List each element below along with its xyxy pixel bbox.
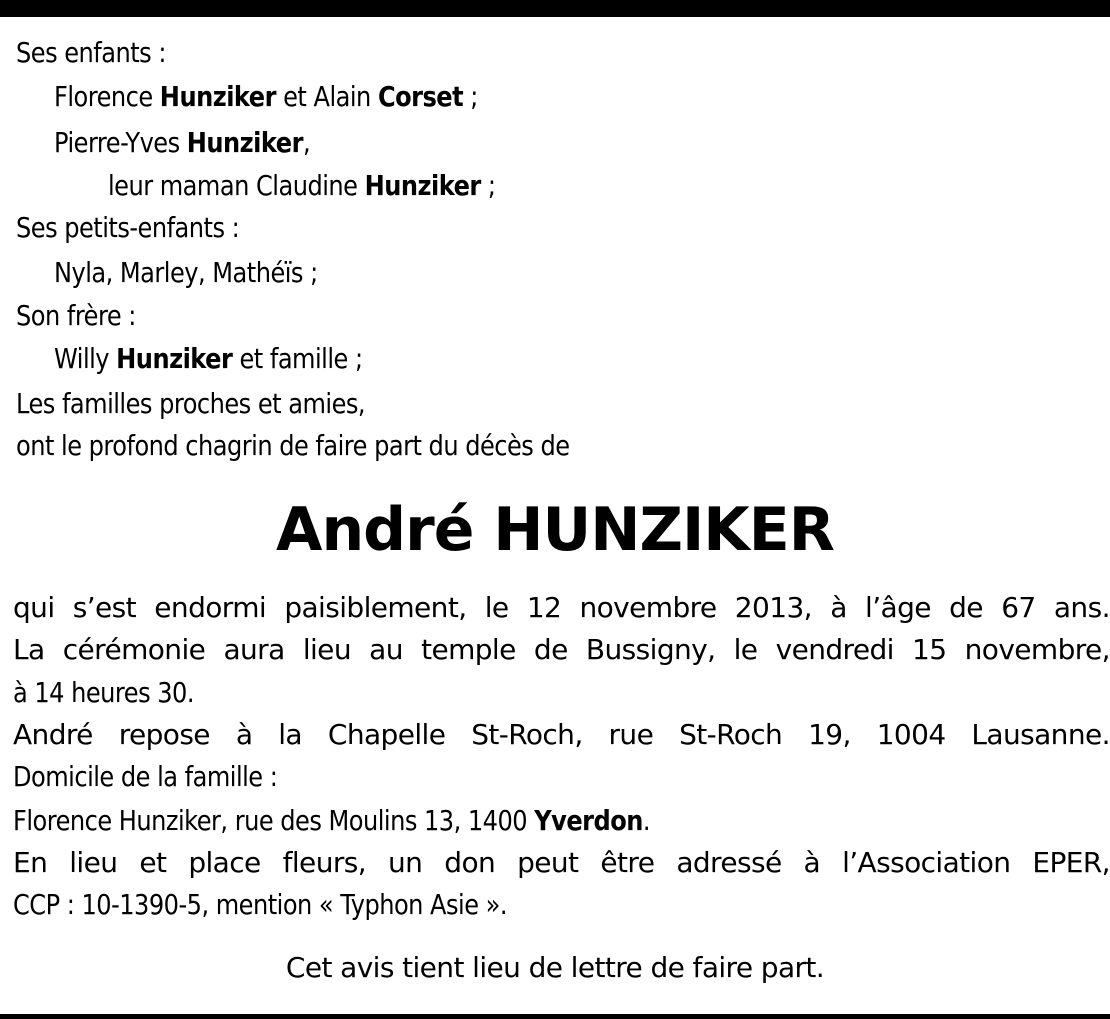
- brother-heading: [16, 298, 136, 334]
- text-run: Ses enfants :: [16, 36, 166, 69]
- word: à: [830, 591, 847, 624]
- word: et: [139, 846, 167, 879]
- word: qui: [13, 591, 55, 624]
- word: 2013,: [734, 591, 812, 624]
- text-run: Florence: [54, 80, 153, 113]
- word: de: [533, 633, 568, 666]
- word: être: [600, 846, 655, 879]
- word: la: [278, 718, 302, 751]
- word: La: [13, 633, 45, 666]
- text-run: ,: [302, 126, 311, 159]
- text-run: à 14 heures 30.: [13, 676, 194, 709]
- text-run: Ses petits-enfants :: [16, 211, 240, 244]
- announcement-line: [16, 428, 570, 464]
- text-run: CCP : 10-1390-5, mention « Typhon Asie ».: [13, 888, 508, 921]
- bottom-rule: [0, 1014, 1110, 1019]
- word: 67: [1001, 591, 1036, 624]
- word: don: [444, 846, 496, 879]
- word: l’Association: [842, 846, 1011, 879]
- word: Chapelle: [327, 718, 446, 751]
- word: de: [949, 591, 983, 624]
- text-run: ;: [463, 80, 478, 113]
- text-run: Willy: [54, 342, 110, 375]
- child-2-mother-line: [108, 168, 495, 204]
- close-families-line: [16, 386, 365, 422]
- ceremony-time-line: [13, 675, 194, 711]
- word: le: [484, 591, 509, 624]
- word: peut: [517, 846, 579, 879]
- top-rule: [0, 0, 1110, 17]
- bold-surname: Hunziker: [186, 126, 303, 159]
- child-2-line: [54, 125, 310, 161]
- text-run: Domicile de la famille :: [13, 760, 278, 793]
- word: à: [235, 718, 253, 751]
- word: ans.: [1053, 591, 1110, 624]
- word: EPER,: [1032, 846, 1110, 879]
- word: place: [188, 846, 261, 879]
- word: paisiblement,: [284, 591, 467, 624]
- ceremony-line: [13, 632, 1110, 668]
- word: temple: [421, 633, 516, 666]
- child-1-line: [54, 79, 478, 115]
- word: En: [13, 846, 48, 879]
- domicile-heading: [13, 759, 277, 795]
- word: André: [13, 718, 93, 751]
- bold-surname: Corset: [377, 80, 464, 113]
- word: un: [388, 846, 423, 879]
- word: St-Roch: [679, 718, 783, 751]
- closing-line: Cet avis tient lieu de lettre de faire part.: [285, 951, 825, 984]
- word: 19,: [808, 718, 851, 751]
- text-run: Son frère :: [16, 299, 136, 332]
- word: adressé: [676, 846, 782, 879]
- word: lieu: [69, 846, 118, 879]
- bold-surname: Yverdon: [534, 804, 643, 837]
- ccp-line: [13, 887, 507, 923]
- text-run: ;: [480, 169, 496, 202]
- text-run: Les familles proches et amies,: [16, 387, 366, 420]
- word: 15: [912, 633, 947, 666]
- children-heading: [16, 35, 166, 71]
- word: l’âge: [865, 591, 931, 624]
- brother-line: [54, 341, 363, 377]
- rests-line: [13, 717, 1110, 753]
- word: fleurs,: [282, 846, 367, 879]
- text-run: et Alain: [283, 80, 371, 113]
- word: à: [803, 846, 821, 879]
- word: 1004: [876, 718, 946, 751]
- text-run: ont le profond chagrin de faire part du décès de: [16, 429, 570, 462]
- deceased-name: André HUNZIKER: [276, 495, 834, 565]
- word: au: [369, 633, 403, 666]
- word: St-Roch,: [471, 718, 583, 751]
- grandchildren-heading: [16, 210, 239, 246]
- word: novembre,: [964, 633, 1110, 666]
- text-run: Pierre-Yves: [54, 126, 180, 159]
- bold-surname: Hunziker: [364, 169, 481, 202]
- word: 12: [526, 591, 562, 624]
- word: rue: [608, 718, 654, 751]
- passing-line: [13, 590, 1110, 626]
- word: s’est: [72, 591, 137, 624]
- word: endormi: [154, 591, 267, 624]
- word: repose: [118, 718, 210, 751]
- donation-line: [13, 845, 1110, 881]
- word: vendredi: [775, 633, 894, 666]
- text-run: Florence Hunziker, rue des Moulins 13, 1400: [13, 804, 528, 837]
- word: Bussigny,: [585, 633, 716, 666]
- word: aura: [223, 633, 285, 666]
- grandchildren-names: [54, 255, 318, 291]
- text-run: et famille ;: [239, 342, 363, 375]
- bold-surname: Hunziker: [159, 80, 276, 113]
- text-run: .: [642, 804, 651, 837]
- domicile-address-line: [13, 803, 650, 839]
- text-run: Nyla, Marley, Mathéïs ;: [54, 256, 318, 289]
- word: lieu: [302, 633, 351, 666]
- word: novembre: [579, 591, 717, 624]
- bold-surname: Hunziker: [116, 342, 233, 375]
- word: Lausanne.: [971, 718, 1110, 751]
- text-run: leur maman Claudine: [108, 169, 358, 202]
- word: cérémonie: [62, 633, 206, 666]
- word: le: [733, 633, 758, 666]
